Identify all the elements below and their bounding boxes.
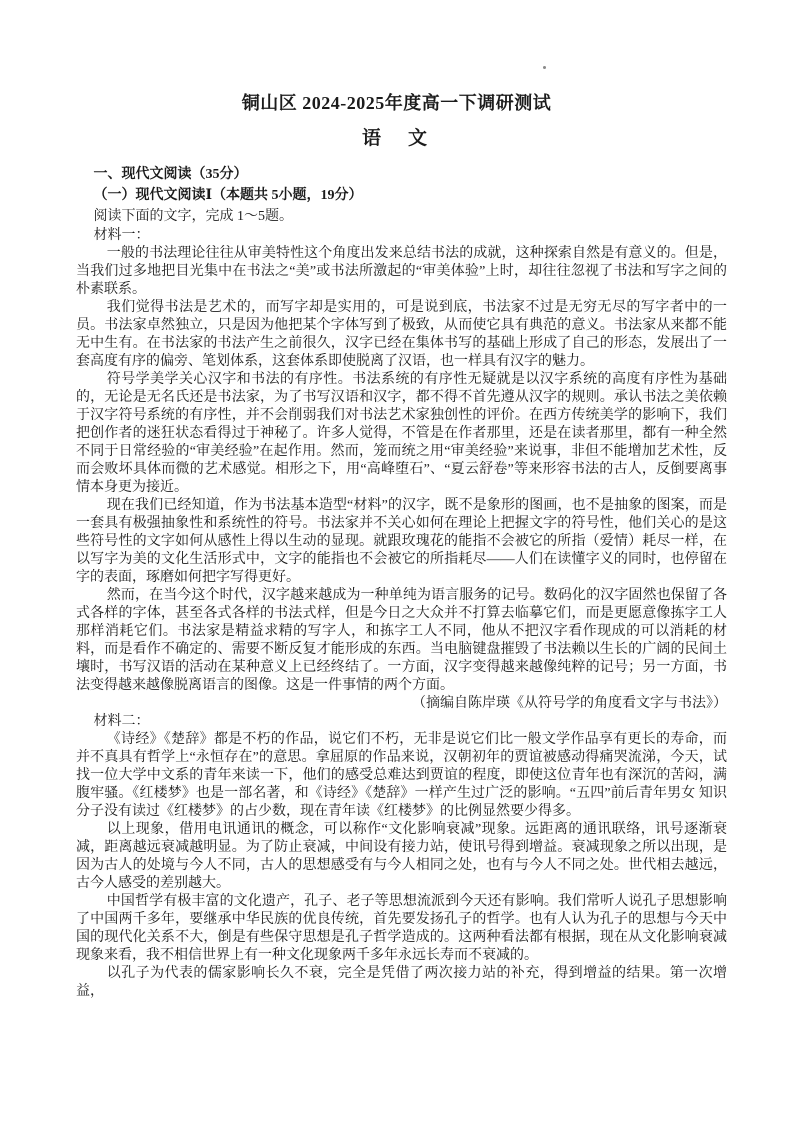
material-two-paragraph-2: 以上现象，借用电讯通讯的概念，可以称作“文化影响衰减”现象。远距离的通讯联络，讯号逐渐衰减，距离越远衰减越明显。为了防止衰减，中间设有接力站，使讯号得到增益。衰减现象之所以出现，是因为古人的处境与今人不同，古人的思想感受有与今人相同之处，也有与今人不同之处。世代相去越远，古今人感受的差别越大。 — [76, 822, 727, 891]
scan-speck — [543, 66, 546, 69]
exam-title: 铜山区 2024-2025年度高一下调研测试 — [241, 93, 552, 113]
material-one-paragraph-1: 一般的书法理论往往从审美特性这个角度出发来总结书法的成就，这种探索自然是有意义的。但是，当我们过多地把目光集中在书法之“美”或书法所激起的“审美体验”上时，却往往忽视了书法和写字之间的朴素联系。 — [76, 246, 727, 297]
material-one-paragraph-5: 然而，在当今这个时代，汉字越来越成为一种单纯为语言服务的记号。数码化的汉字固然也保留了各式各样的字体，甚至各式各样的书法式样，但是今日之大众并不打算去临摹它们，而是更愿意像拣字工人那样消耗它们。书法家是精益求精的写字人，和拣字工人不同，他从不把汉字看作现成的可以消耗的材料，而是看作不确定的、需要不断反复才能形成的东西。当电脑键盘摧毁了书法赖以生长的广阔的民间土壤时，书写汉语的活动在某种意义上已经终结了。一方面，汉字变得越来越像纯粹的记号；另一方面，书法变得越来越像脱离语言的图像。这是一件事情的两个方面。 — [76, 588, 727, 693]
material-one-paragraph-4: 现在我们已经知道，作为书法基本造型“材料”的汉字，既不是象形的图画，也不是抽象的图案，而是一套具有极强抽象性和系统性的符号。书法家并不关心如何在理论上把握文字的符号性，他们关心的是这些符号性的文字如何从感性上得以生动的显现。就跟玫瑰花的能指不会被它的所指（爱情）耗尽一样，在以写字为美的文化生活形式中，文字的能指也不会被它的所指耗尽——人们在读懂字义的同时，也停留在字的表面，琢磨如何把字写得更好。 — [76, 498, 727, 585]
section-heading: 一、现代文阅读（35分） — [93, 167, 248, 182]
material-two-paragraph-1: 《诗经》《楚辞》都是不朽的作品，说它们不朽，无非是说它们比一般文学作品享有更长的寿命，而并不真具有哲学上“永恒存在”的意思。拿屈原的作品来说，汉朝初年的贾谊被感动得痛哭流涕，今天，试找一位大学中文系的青年来读一下，他们的感受总难达到贾谊的程度，即使这位青年也有深沉的苦闷，满腹牢骚。《红楼梦》也是一部名著，和《诗经》《楚辞》一样产生过广泛的影响。“五四”前后青年男女 知识分子没有读过《红楼梦》的占少数，现在青年读《红楼梦》的比例显然要少得多。 — [76, 732, 727, 819]
reading-instruction: 阅读下面的文字，完成 1～5题。 — [93, 209, 293, 224]
material-two-paragraph-3: 中国哲学有极丰富的文化遗产，孔子、老子等思想流派到今天还有影响。我们常听人说孔子思想影响了中国两千多年，要继承中华民族的优良传统，首先要发扬孔子的哲学。也有人认为孔子的思想与今天中国的现代化关系不大，倒是有些保守思想是孔子哲学造成的。这两种看法都有根据，现在从文化影响衰减现象来看，我不相信世界上有一种文化现象两千多年永远长寿而不衰减的。 — [76, 894, 727, 963]
material-one-paragraph-3: 符号学美学关心汉字和书法的有序性。书法系统的有序性无疑就是以汉字系统的高度有序性为基础的，无论是无名氏还是书法家，为了书写汉语和汉字，都不得不首先遵从汉字的规则。承认书法之美依赖于汉字符号系统的有序性，并不会削弱我们对书法艺术家独创性的评价。在西方传统美学的影响下，我们把创作者的迷狂状态看得过于神秘了。许多人觉得，不管是在作者那里，还是在读者那里，都有一种全然不同于日常经验的“审美经验”在起作用。然而，笼而统之用“审美经验”来说事，非但不能增加艺术性，反而会败坏具体而微的艺术感觉。相形之下，用“高峰堕石”、“夏云舒卷”等来形容书法的古人，反倒要离事情本身更为接近。 — [76, 372, 727, 495]
material-one-attribution: （摘编自陈岸瑛《从符号学的角度看文字与书法》） — [412, 696, 727, 711]
exam-content — [76, 164, 727, 1001]
section-subheading: （一）现代文阅读Ⅰ（本题共 5小题，19分） — [93, 188, 363, 203]
material-two-label: 材料二： — [93, 714, 150, 729]
material-one-paragraph-2: 我们觉得书法是艺术的，而写字却是实用的，可是说到底，书法家不过是无穷无尽的写字者中的一员。书法家卓然独立，只是因为他把某个字体写到了极致，从而使它具有典范的意义。书法家从来都不能无中生有。在书法家的书法产生之前很久，汉字已经在集体书写的基础上形成了自己的形态，发展出了一套高度有序的偏旁、笔划体系，这套体系即使脱离了汉语，也一样具有汉字的魅力。 — [76, 300, 727, 369]
title-block — [0, 0, 793, 151]
subject-title: 语 文 — [361, 128, 431, 149]
material-one-label: 材料一： — [93, 228, 150, 243]
material-two-paragraph-4: 以孔子为代表的儒家影响长久不衰，完全是凭借了两次接力站的补充，得到增益的结果。第一次增益， — [76, 966, 727, 999]
